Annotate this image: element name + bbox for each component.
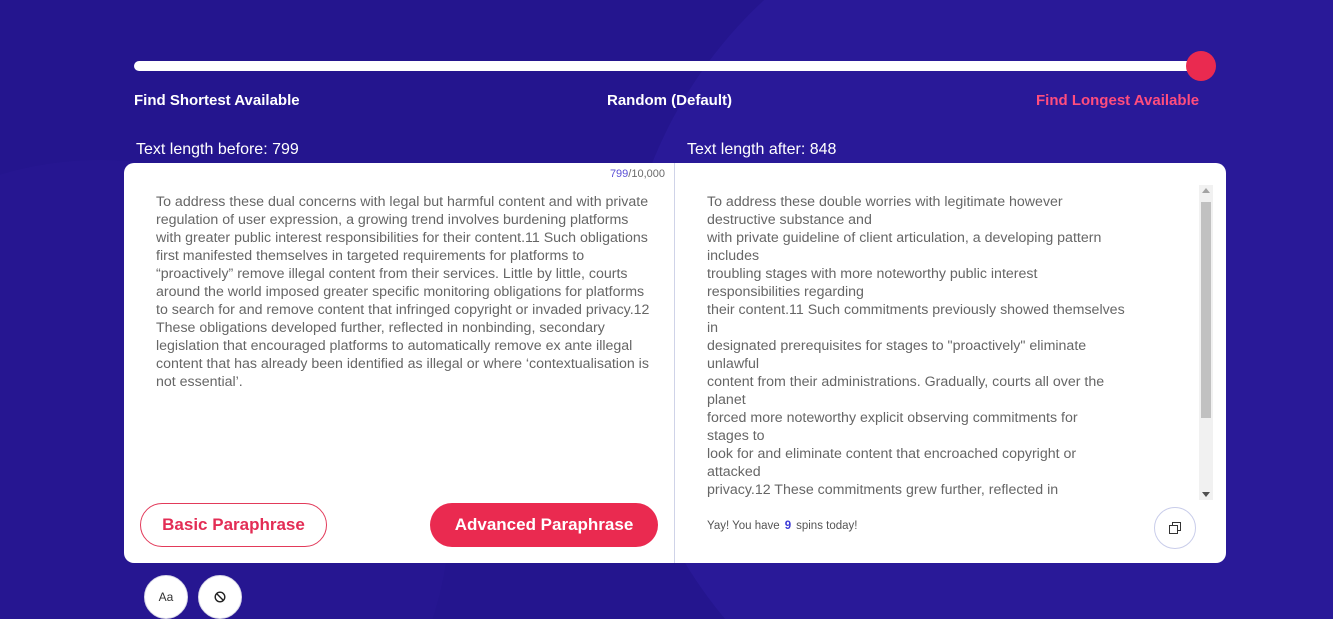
paraphrase-card: [124, 163, 1226, 563]
scroll-down-arrow-icon[interactable]: [1202, 492, 1210, 497]
no-entry-icon: [214, 591, 226, 603]
slider-label-random[interactable]: Random (Default): [607, 92, 732, 109]
length-slider-thumb[interactable]: [1186, 51, 1216, 81]
basic-paraphrase-button[interactable]: Basic Paraphrase: [140, 503, 327, 547]
spins-suffix: spins today!: [796, 520, 858, 532]
clear-button[interactable]: [198, 575, 242, 619]
character-counter: [610, 168, 665, 180]
character-limit: /10,000: [628, 168, 665, 180]
character-count: 799: [609, 168, 629, 180]
spins-count: 9: [784, 520, 792, 532]
slider-label-longest[interactable]: Find Longest Available: [1036, 92, 1200, 109]
output-panel: [707, 193, 1197, 499]
scrollbar-thumb[interactable]: [1201, 202, 1211, 418]
copy-icon: [1169, 522, 1181, 534]
panel-divider: [674, 163, 675, 563]
slider-label-shortest[interactable]: Find Shortest Available: [134, 92, 300, 109]
output-scrollbar[interactable]: [1199, 185, 1213, 500]
length-slider-track[interactable]: [134, 61, 1202, 71]
input-textarea[interactable]: To address these dual concerns with legal but harmful content and with private regulation of user expression, a growing trend involves burdening platforms with greater public interest responsibilities for their content.11 Such obligations first manifested themselves in targeted requirements for platforms to “proactively” remove illegal content from their services. Little by little, courts around the world imposed greater specific monitoring obligations for platforms to search for and remove content that infringed copyright or invaded privacy.12 These obligations developed further, reflected in nonbinding, secondary legislation that encouraged platforms to automatically remove ex ante illegal content that has already been identified as illegal or where ‘contextualisation is not essential’.: [156, 194, 650, 390]
scroll-up-arrow-icon[interactable]: [1202, 188, 1210, 193]
advanced-paraphrase-button[interactable]: Advanced Paraphrase: [430, 503, 658, 547]
spins-remaining: [707, 520, 857, 532]
text-length-before: Text length before: 799: [136, 141, 299, 158]
output-text: To address these double worries with legitimate however destructive substance and with private guideline of client articulation, a developing pattern includes troubling stages with more noteworthy public interest responsibilities regarding their content.11 Such commitments previously showed themselves in designated prerequisites for stages to "proactively" eliminate unlawful content from their administrations. Gradually, courts all over the planet forced more noteworthy explicit observing commitments for stages to look for and eliminate content that encroached copyright or attacked privacy.12 These commitments grew further, reflected in: [707, 194, 1125, 498]
text-length-after: Text length after: 848: [687, 141, 837, 158]
copy-button[interactable]: [1154, 507, 1196, 549]
font-settings-button[interactable]: Aa: [144, 575, 188, 619]
spins-prefix: Yay! You have: [707, 520, 780, 532]
